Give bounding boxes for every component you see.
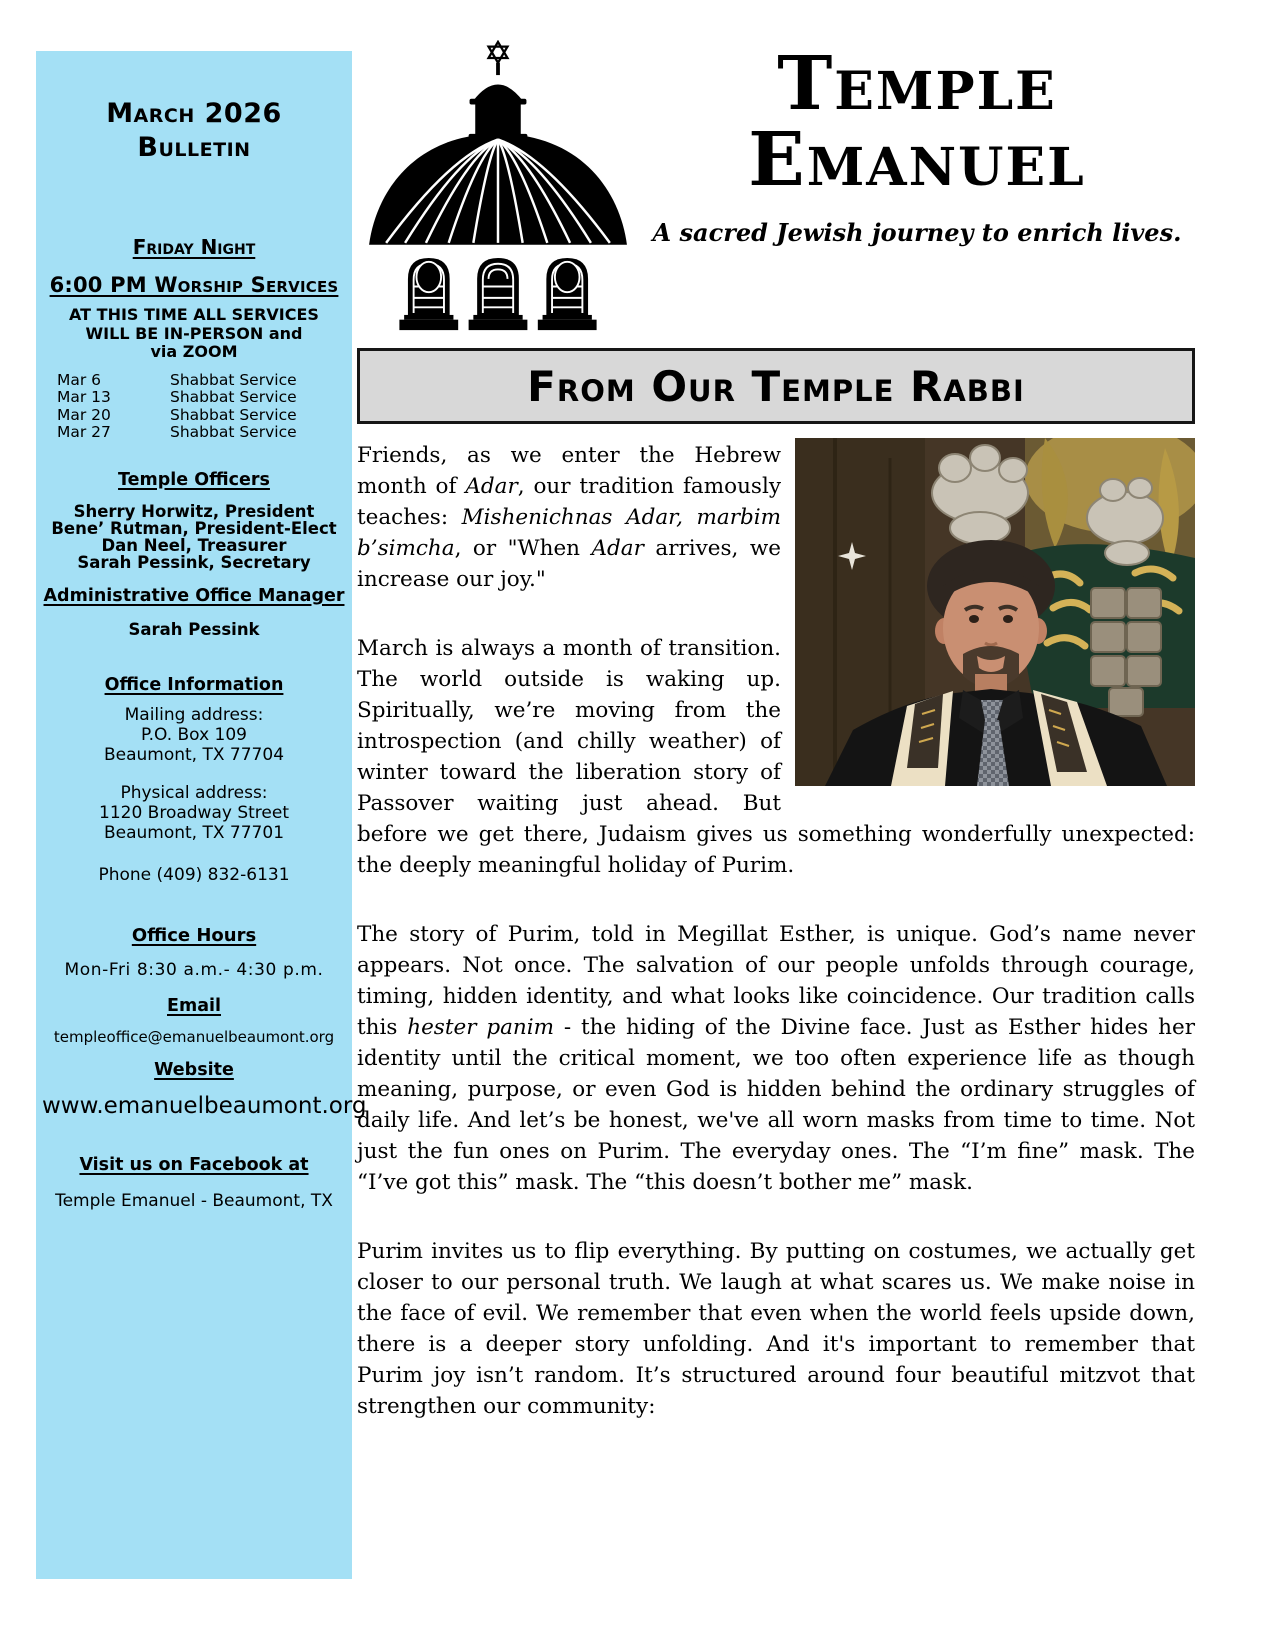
friday-night-heading: Friday Night [132,235,256,259]
rabbi-with-torah-scrolls-photo [795,438,1195,786]
email-heading: Email [167,995,221,1016]
officer-entry: Dan Neel, Treasurer [101,536,287,556]
service-date: Mar 27 [57,423,111,441]
article-paragraph: The story of Purim, told in Megillat Esther, is unique. God’s name never appears. Not once. The salvation of our people unfolds through courage, timing, hidden identity, and what looks like coincidence. Our tradition calls this hester panim - the hiding of the Divine face. Just as Esther hides her identity until the critical moment, we too often experience life as though meaning, purpose, or even God is hidden behind the ordinary struggles of daily life. And let’s be honest, we've all worn masks from time to time. Not just the fun ones on Purim. The everyday ones. The “I’m fine” mask. The “I’ve got this” mask. The “this doesn’t bother me” mask. [357,922,1195,1195]
website-heading: Website [154,1059,234,1080]
services-note-line: AT THIS TIME ALL SERVICES [69,305,319,324]
arched-window [469,258,528,330]
temple-officers-heading: Temple Officers [118,469,270,490]
temple-name-line1: Temple [777,41,1057,127]
officer-entry: Sherry Horwitz, President [73,501,315,521]
service-date: Mar 6 [57,370,102,389]
service-row [42,372,346,390]
website-url: www.emanuelbeaumont.org [42,1092,367,1119]
physical-address-label: Physical address: [120,782,268,803]
service-row [42,424,346,442]
star-of-david-icon [489,42,508,63]
service-name: Shabbat Service [170,405,297,424]
sidebar [36,51,367,1579]
office-hours-text: Mon-Fri 8:30 a.m.- 4:30 p.m. [64,959,324,980]
worship-services-heading: 6:00 PM Worship Services [49,273,339,297]
physical-address-line: Beaumont, TX 77701 [103,822,285,843]
service-schedule [42,372,346,442]
temple-name-block [639,40,1195,332]
admin-office-manager-heading: Administrative Office Manager [43,585,345,606]
temple-name [639,41,1195,203]
service-date: Mar 20 [57,405,111,424]
article-paragraph: March is always a month of transition. The world outside is waking up. Spiritually, we’re moving from the introspection (and chilly weather) of winter toward the liberation story of Passover waiting just ahead. But before we get there, Judaism gives us something wonderfully unexpected: the deeply meaningful holiday of Purim. [357,636,1195,878]
arched-window [538,258,597,330]
bulletin-title [42,97,346,165]
service-row [42,407,346,425]
arched-window [399,258,458,330]
temple-name-line2: Emanuel [748,117,1086,203]
physical-address-line: 1120 Broadway Street [99,802,289,823]
officer-entry: Sarah Pessink, Secretary [77,553,311,573]
services-note-line: via ZOOM [150,342,238,361]
service-name: Shabbat Service [170,370,297,389]
masthead [357,40,1195,332]
admin-office-manager-name: Sarah Pessink [128,619,260,639]
facebook-heading: Visit us on Facebook at [79,1154,309,1175]
bulletin-title-word: Bulletin [137,132,251,163]
article-paragraph: Purim invites us to flip everything. By putting on costumes, we actually get closer to our personal truth. We laugh at what scares us. We make noise in the face of evil. We remember that even when the world feels upside down, there is a deeper story unfolding. And it's important to remember that Purim joy isn’t random. It’s structured around four beautiful mitzvot that strengthen our community: [357,1239,1195,1419]
rabbi-article [357,436,1195,1422]
main-column [357,40,1195,1456]
section-title-banner [357,348,1195,424]
facebook-page-name: Temple Emanuel - Beaumont, TX [55,1190,333,1211]
article-paragraph: Friends, as we enter the Hebrew month of Adar, our tradition famously teaches: Mishenichnas Adar, marbim b’simcha, or "When Adar arrives, we increase our joy." [357,443,781,592]
office-information-heading: Office Information [104,674,284,695]
mailing-address-line: P.O. Box 109 [141,724,247,745]
office-hours-heading: Office Hours [131,924,257,946]
mailing-address-line: Beaumont, TX 77704 [103,744,285,765]
temple-tagline: A sacred Jewish journey to enrich lives. [652,218,1182,247]
service-name: Shabbat Service [170,388,297,406]
mailing-address-label: Mailing address: [124,704,264,725]
service-row [42,389,346,407]
phone-number: Phone (409) 832-6131 [98,864,290,885]
officer-entry: Bene’ Rutman, President-Elect [51,518,337,538]
section-title: From Our Temple Rabbi [527,361,1025,411]
service-name: Shabbat Service [170,423,297,441]
service-date: Mar 13 [57,388,111,406]
services-note-line: WILL BE IN-PERSON and [85,323,303,343]
physical-address [42,783,346,843]
temple-officers-list [42,503,346,572]
synagogue-dome-icon [357,40,639,332]
services-note [42,306,346,362]
email-address: templeoffice@emanuelbeaumont.org [53,1027,335,1046]
bulletin-title-month: March 2026 [106,98,282,129]
mailing-address [42,705,346,765]
